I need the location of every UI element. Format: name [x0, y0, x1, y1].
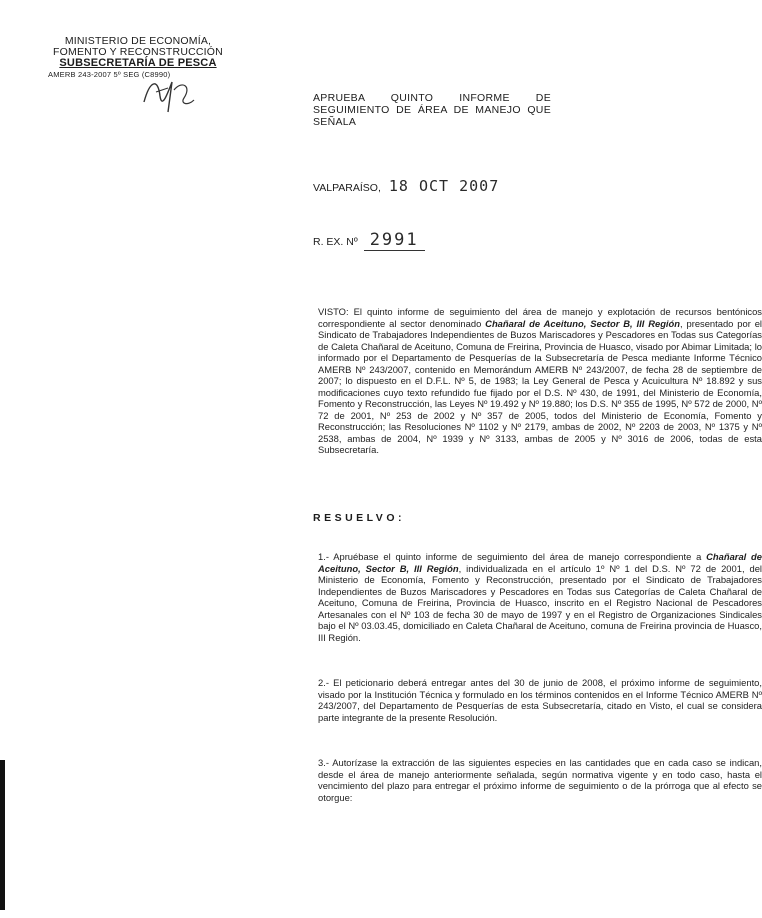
file-reference: AMERB 243-2007 5º SEG (C8990) [48, 70, 171, 79]
resolution-number-value: 2991 [364, 230, 425, 251]
visto-paragraph [107, 306, 762, 456]
item-1-sector: Chañaral de Aceituno, Sector B, III Región [318, 551, 762, 574]
visto-sector: Chañaral de Aceituno, Sector B, III Región [485, 317, 680, 329]
date-stamp: 18 OCT 2007 [388, 177, 500, 195]
resolution-label: R. EX. Nº [313, 236, 358, 248]
visto-lead: VISTO: El quinto informe de seguimiento del área de manejo y explotación de recursos bentónicos correspondiente al sector denominado [318, 306, 762, 329]
scan-edge-mark [0, 760, 5, 910]
resuelvo-item-1 [107, 551, 762, 643]
resuelvo-heading: RESUELVO: [313, 512, 405, 524]
place: VALPARAÍSO, [313, 182, 381, 194]
item-1-lead: 1.- Apruébase el quinto informe de seguimiento del área de manejo correspondiente a [318, 551, 707, 562]
handwritten-initials [138, 72, 198, 116]
resolution-summary: APRUEBA QUINTO INFORME DE SEGUIMIENTO DE ÁREA DE MANEJO QUE SEÑALA [313, 92, 551, 128]
visto-rest: , presentado por el Sindicato de Trabajadores Independientes de Buzos Mariscadores y Pescadores en Todas sus Categorías de Caleta Chañaral de Aceituno, Comuna de Freirina, Provincia de Huasco, visado por Abimar Limitada; lo informado por el Departamento de Pesquerías de la Subsecretaría de Pesca mediante Informe Técnico AMERB Nº 243/2007, contenido en Memorándum AMERB Nº 243/2007, de fecha 28 de septiembre de 2007; lo dispuesto en el D.F.L. Nº 5, de 1983; la Ley General de Pesca y Acuicultura Nº 18.892 y sus modificaciones cuyo texto refundido fue fijado por el D.S. Nº 430, de 1991, del Ministerio de Economía, Fomento y Reconstrucción, las Leyes Nº 19.492 y Nº 19.880; los D.S. Nº 355 de 1995, Nº 572 de 2000, Nº 72 de 2001, Nº 253 de 2002 y Nº 357 de 2005, todos del Ministerio de Economía, Fomento y Reconstrucción; las Resoluciones Nº 1102 y Nº 2179, ambas de 2002, Nº 2203 de 2003, Nº 1375 y Nº 2538, ambas de 2004, Nº 1939 y Nº 3133, ambas de 2005 y Nº 3016 de 2006, todas de esta Subsecretaría. [318, 317, 762, 455]
place-and-date [313, 177, 499, 195]
resuelvo-item-3: 3.- Autorízase la extracción de las siguientes especies en las cantidades que en cada caso se indican, desde el área de manejo anteriormente señalada, según normativa vigente y en todo caso, hasta el vencimiento del plazo para entregar el próximo informe de seguimiento o de la prórroga que al efecto se otorgue: [318, 757, 762, 803]
resolution-number [313, 230, 425, 251]
ministry-line-1: MINISTERIO DE ECONOMÍA, [64, 35, 212, 47]
subsecretaria-title: SUBSECRETARÍA DE PESCA [59, 57, 217, 69]
ministry-line-2: FOMENTO Y RECONSTRUCCIÓN [53, 46, 223, 58]
resuelvo-item-2: 2.- El peticionario deberá entregar antes del 30 de junio de 2008, el próximo informe de seguimiento, visado por la Institución Técnica y formulado en los términos contenidos en el Informe Técnico AMERB Nº 243/2007, del Departamento de Pesquerías de esta Subsecretaría, citado en Visto, el cual se considera parte integrante de la presente Resolución. [318, 677, 762, 723]
item-1-rest: , individualizada en el artículo 1º Nº 1 del D.S. Nº 72 de 2001, del Ministerio de Economía, Fomento y Reconstrucción, presentado por el Sindicato de Trabajadores Independientes de Buzos Mariscadores y Pescadores en Todas sus Categorías de Caleta Chañaral de Aceituno, Comuna de Freirina, Provincia de Huasco, inscrito en el Registro Nacional de Pescadores Artesanales con el Nº 103 de fecha 30 de mayo de 1997 y en el Registro de Organizaciones Sindicales bajo el Nº 03.03.45, domiciliado en Caleta Chañaral de Aceituno, comuna de Freirina provincia de Huasco, III Región. [318, 562, 762, 643]
